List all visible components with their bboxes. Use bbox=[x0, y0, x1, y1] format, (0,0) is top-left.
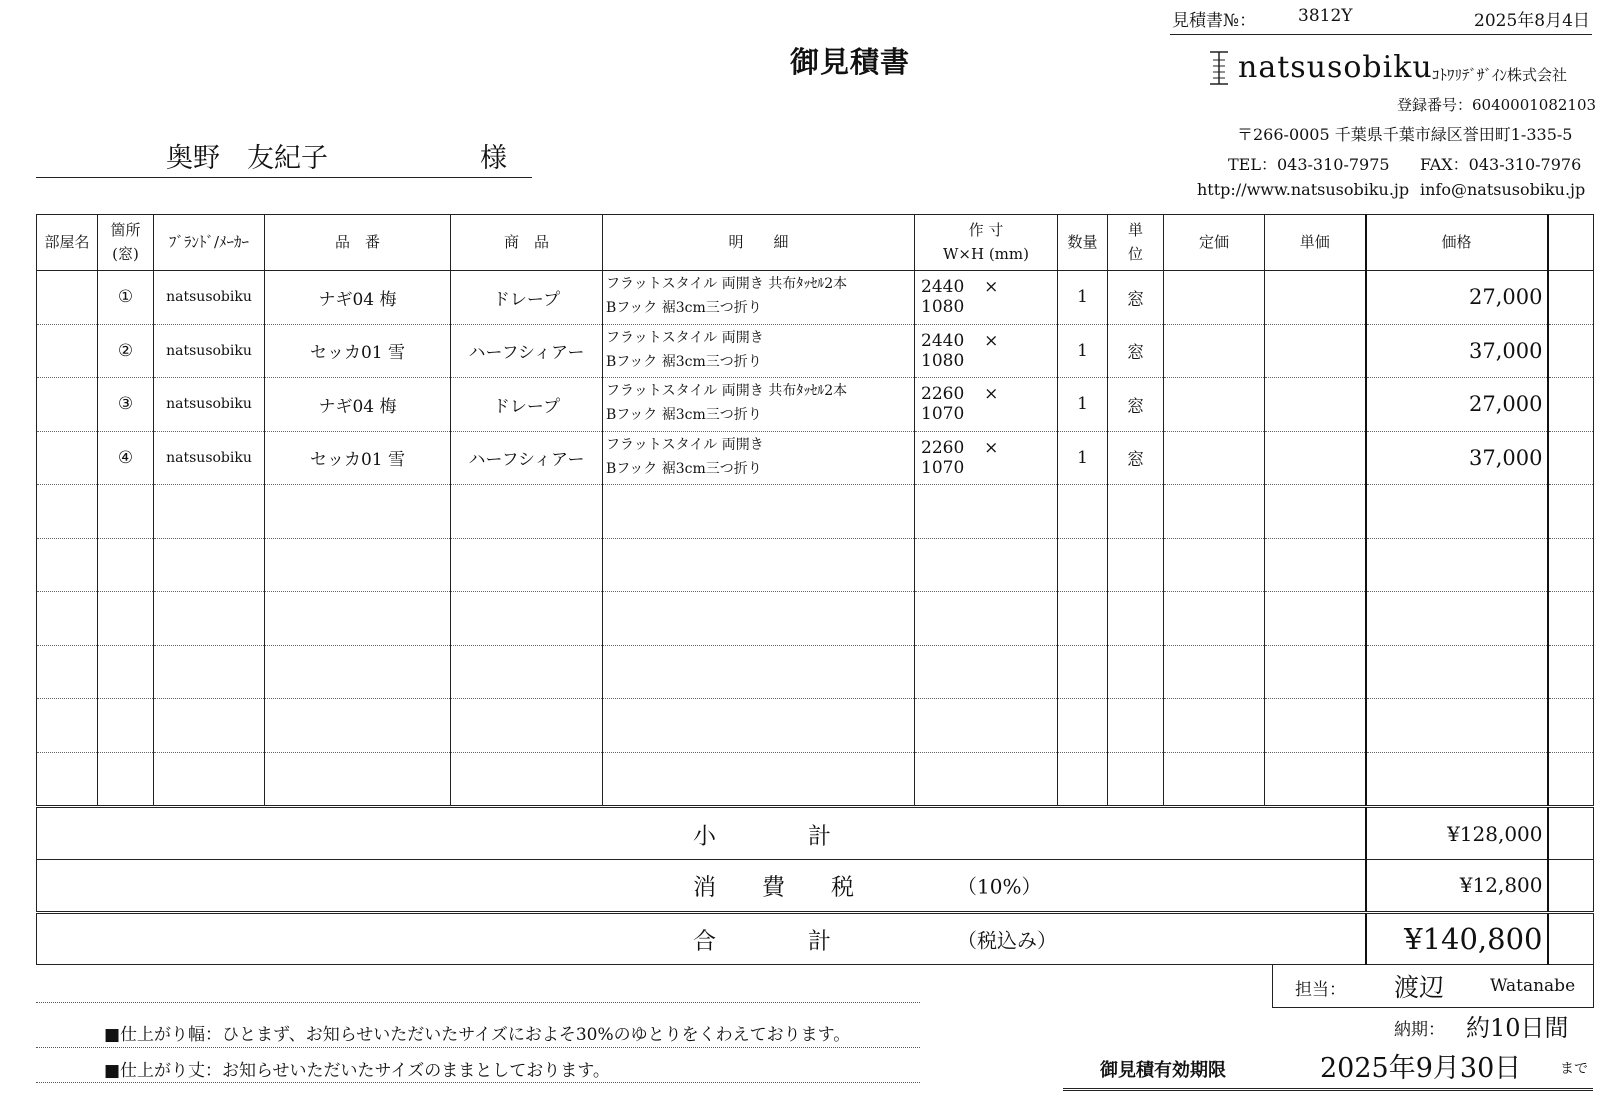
cell-product: ドレープ bbox=[451, 378, 603, 432]
total-row bbox=[37, 912, 1594, 964]
empty-cell bbox=[1058, 645, 1108, 699]
empty-cell bbox=[1366, 538, 1548, 592]
empty-cell bbox=[1164, 592, 1265, 646]
cell-detail bbox=[603, 271, 915, 325]
cell-room bbox=[37, 378, 98, 432]
note-divider bbox=[36, 1082, 920, 1083]
cell-detail-line1: フラットスタイル 両開き bbox=[606, 329, 764, 346]
cell-product-no: セッカ01 雪 bbox=[265, 324, 451, 378]
cell-unit: 窓 bbox=[1108, 324, 1164, 378]
col-header-list-price bbox=[1164, 215, 1265, 271]
col-header-detail-label: 明 細 bbox=[728, 232, 789, 251]
note-finish-length: ■仕上がり丈：お知らせいただいたサイズのままとしております。 bbox=[104, 1061, 610, 1081]
empty-cell bbox=[1366, 699, 1548, 753]
col-header-location-sub: (窓) bbox=[112, 244, 139, 263]
customer-name: 奥野 友紀子 bbox=[166, 143, 328, 174]
company-address: 〒266-0005 千葉県千葉市緑区誉田町1-335-5 bbox=[1237, 125, 1573, 144]
empty-cell bbox=[1164, 699, 1265, 753]
empty-cell bbox=[1108, 485, 1164, 539]
empty-cell bbox=[451, 485, 603, 539]
company-url[interactable]: http://www.natsusobiku.jp bbox=[1197, 180, 1410, 199]
cell-location: ① bbox=[98, 271, 154, 325]
quote-number-label: 見積書№： bbox=[1172, 11, 1257, 31]
cell-detail bbox=[603, 378, 915, 432]
validity-label: 御見積有効期限 bbox=[1100, 1060, 1226, 1081]
note-finish-width: ■仕上がり幅：ひとまず、お知らせいただいたサイズにおよそ30%のゆとりをくわえております。 bbox=[104, 1025, 851, 1045]
empty-cell bbox=[154, 645, 265, 699]
customer-underline bbox=[36, 177, 532, 178]
table-row bbox=[37, 431, 1594, 485]
company-fax: FAX：043-310-7976 bbox=[1420, 155, 1582, 174]
note-divider bbox=[36, 1047, 920, 1048]
staff-name-jp: 渡辺 bbox=[1394, 973, 1445, 1002]
cell-detail bbox=[603, 431, 915, 485]
cell-price: 27,000 bbox=[1366, 271, 1548, 325]
subtotal-value: ¥128,000 bbox=[1366, 808, 1548, 860]
empty-cell bbox=[37, 752, 98, 806]
empty-cell bbox=[1548, 699, 1594, 753]
empty-cell bbox=[1164, 485, 1265, 539]
company-logo-icon bbox=[1208, 50, 1230, 86]
total-label: 合 計 bbox=[693, 928, 831, 955]
empty-cell bbox=[1265, 699, 1366, 753]
company-name-en: natsusobiku bbox=[1238, 50, 1433, 85]
cell-unit-price bbox=[1265, 271, 1366, 325]
tax-label-cell bbox=[37, 860, 1366, 912]
empty-cell bbox=[1265, 645, 1366, 699]
cell-product: ハーフシィアー bbox=[451, 324, 603, 378]
cell-size-h: 1070 bbox=[921, 404, 965, 425]
tax-row bbox=[37, 860, 1594, 912]
cell-list-price bbox=[1164, 324, 1265, 378]
tax-extra bbox=[1548, 860, 1594, 912]
empty-cell bbox=[1265, 752, 1366, 806]
col-header-location-label: 箇所 bbox=[110, 221, 141, 240]
staff-name-en: Watanabe bbox=[1490, 976, 1576, 996]
cell-size-x: × bbox=[984, 330, 999, 351]
col-header-location bbox=[98, 215, 154, 271]
delivery-label: 納期： bbox=[1394, 1020, 1445, 1040]
empty-cell bbox=[37, 592, 98, 646]
validity-date: 2025年9月30日 bbox=[1320, 1053, 1522, 1084]
col-header-price-label: 価格 bbox=[1441, 232, 1472, 251]
cell-product: ハーフシィアー bbox=[451, 431, 603, 485]
empty-cell bbox=[603, 538, 915, 592]
cell-extra bbox=[1548, 271, 1594, 325]
empty-cell bbox=[98, 752, 154, 806]
quote-number: 3812Y bbox=[1298, 6, 1353, 26]
cell-location: ② bbox=[98, 324, 154, 378]
empty-cell bbox=[154, 485, 265, 539]
cell-detail-line1: フラットスタイル 両開き 共布ﾀｯｾﾙ2本 bbox=[606, 383, 848, 400]
cell-location: ④ bbox=[98, 431, 154, 485]
cell-product-no: ナギ04 梅 bbox=[265, 271, 451, 325]
empty-cell bbox=[603, 485, 915, 539]
table-row-empty bbox=[37, 645, 1594, 699]
cell-size bbox=[915, 431, 1058, 485]
cell-size-x: × bbox=[984, 437, 999, 458]
empty-cell bbox=[265, 485, 451, 539]
empty-cell bbox=[1164, 752, 1265, 806]
cell-detail-line1: フラットスタイル 両開き 共布ﾀｯｾﾙ2本 bbox=[606, 276, 848, 293]
col-header-size bbox=[915, 215, 1058, 271]
company-name-jp: ｺﾄﾜﾘﾃﾞｻﾞｲﾝ株式会社 bbox=[1432, 66, 1568, 84]
line-items-table bbox=[36, 214, 1594, 806]
empty-cell bbox=[1265, 485, 1366, 539]
validity-suffix: まで bbox=[1560, 1061, 1588, 1077]
col-header-unit-price-label: 単価 bbox=[1299, 232, 1330, 251]
empty-cell bbox=[1058, 538, 1108, 592]
cell-qty: 1 bbox=[1058, 324, 1108, 378]
col-header-price bbox=[1366, 215, 1548, 271]
cell-price: 37,000 bbox=[1366, 324, 1548, 378]
empty-cell bbox=[154, 699, 265, 753]
empty-cell bbox=[1265, 592, 1366, 646]
empty-cell bbox=[915, 592, 1058, 646]
col-header-product bbox=[451, 215, 603, 271]
empty-cell bbox=[1058, 699, 1108, 753]
cell-size-w: 2440 bbox=[921, 330, 965, 351]
empty-cell bbox=[915, 752, 1058, 806]
registration-number: 登録番号：6040001082103 bbox=[1397, 96, 1597, 114]
cell-extra bbox=[1548, 378, 1594, 432]
empty-cell bbox=[1548, 592, 1594, 646]
col-header-brand-label: ﾌﾞﾗﾝﾄﾞ/ﾒｰｶｰ bbox=[168, 232, 250, 251]
cell-location: ③ bbox=[98, 378, 154, 432]
cell-price: 37,000 bbox=[1366, 431, 1548, 485]
cell-qty: 1 bbox=[1058, 431, 1108, 485]
quote-date: 2025年8月4日 bbox=[1474, 11, 1590, 31]
cell-brand: natsusobiku bbox=[154, 431, 265, 485]
company-tel: TEL：043-310-7975 bbox=[1228, 155, 1390, 174]
empty-cell bbox=[1058, 592, 1108, 646]
cell-size-w: 2440 bbox=[921, 277, 965, 298]
cell-size bbox=[915, 378, 1058, 432]
empty-cell bbox=[1265, 538, 1366, 592]
col-header-product-no-label: 品 番 bbox=[334, 232, 380, 251]
cell-brand: natsusobiku bbox=[154, 378, 265, 432]
empty-cell bbox=[451, 538, 603, 592]
cell-list-price bbox=[1164, 378, 1265, 432]
col-header-qty-label: 数量 bbox=[1067, 232, 1098, 251]
totals-table bbox=[36, 807, 1594, 965]
empty-cell bbox=[603, 645, 915, 699]
col-header-room bbox=[37, 215, 98, 271]
table-row-empty bbox=[37, 485, 1594, 539]
empty-cell bbox=[1164, 538, 1265, 592]
empty-cell bbox=[98, 645, 154, 699]
col-header-unit bbox=[1108, 215, 1164, 271]
cell-detail-line2: Bフック 裾3cm三つ折り bbox=[606, 353, 762, 370]
staff-label: 担当： bbox=[1295, 980, 1346, 1000]
empty-cell bbox=[1108, 538, 1164, 592]
col-header-unit-label: 単 bbox=[1127, 221, 1143, 240]
empty-cell bbox=[265, 592, 451, 646]
col-header-size-sub: W×H (mm) bbox=[943, 244, 1029, 263]
table-row-empty bbox=[37, 752, 1594, 806]
subtotal-row bbox=[37, 808, 1594, 860]
empty-cell bbox=[1366, 592, 1548, 646]
table-row bbox=[37, 271, 1594, 325]
empty-cell bbox=[37, 699, 98, 753]
cell-room bbox=[37, 324, 98, 378]
empty-cell bbox=[603, 699, 915, 753]
empty-cell bbox=[265, 699, 451, 753]
cell-size-x: × bbox=[984, 384, 999, 405]
table-row-empty bbox=[37, 538, 1594, 592]
cell-brand: natsusobiku bbox=[154, 324, 265, 378]
cell-list-price bbox=[1164, 271, 1265, 325]
cell-detail bbox=[603, 324, 915, 378]
cell-price: 27,000 bbox=[1366, 378, 1548, 432]
empty-cell bbox=[1058, 752, 1108, 806]
cell-product-no: セッカ01 雪 bbox=[265, 431, 451, 485]
cell-detail-line2: Bフック 裾3cm三つ折り bbox=[606, 407, 762, 424]
empty-cell bbox=[98, 485, 154, 539]
empty-cell bbox=[1548, 752, 1594, 806]
empty-cell bbox=[37, 538, 98, 592]
cell-size-h: 1070 bbox=[921, 457, 965, 478]
empty-cell bbox=[98, 538, 154, 592]
empty-cell bbox=[1108, 752, 1164, 806]
total-note: （税込み） bbox=[957, 928, 1057, 953]
table-row-empty bbox=[37, 699, 1594, 753]
cell-size-h: 1080 bbox=[921, 350, 965, 371]
note-divider bbox=[36, 1002, 920, 1003]
cell-room bbox=[37, 431, 98, 485]
empty-cell bbox=[451, 699, 603, 753]
empty-cell bbox=[1548, 538, 1594, 592]
empty-cell bbox=[154, 752, 265, 806]
empty-cell bbox=[1164, 645, 1265, 699]
empty-cell bbox=[1366, 645, 1548, 699]
col-header-qty bbox=[1058, 215, 1108, 271]
empty-cell bbox=[915, 485, 1058, 539]
cell-unit-price bbox=[1265, 324, 1366, 378]
cell-product-no: ナギ04 梅 bbox=[265, 378, 451, 432]
empty-cell bbox=[451, 645, 603, 699]
col-header-extra bbox=[1548, 215, 1594, 271]
cell-unit-price bbox=[1265, 431, 1366, 485]
table-row-empty bbox=[37, 592, 1594, 646]
col-header-size-label: 作 寸 bbox=[968, 221, 1004, 240]
cell-product: ドレープ bbox=[451, 271, 603, 325]
empty-cell bbox=[1548, 645, 1594, 699]
empty-cell bbox=[1108, 645, 1164, 699]
table-header-row bbox=[37, 215, 1594, 271]
document-title: 御見積書 bbox=[790, 45, 911, 79]
col-header-list-price-label: 定価 bbox=[1198, 232, 1229, 251]
cell-extra bbox=[1548, 324, 1594, 378]
cell-room bbox=[37, 271, 98, 325]
col-header-room-label: 部屋名 bbox=[44, 232, 90, 251]
empty-cell bbox=[1108, 592, 1164, 646]
empty-cell bbox=[603, 592, 915, 646]
cell-unit: 窓 bbox=[1108, 431, 1164, 485]
empty-cell bbox=[98, 592, 154, 646]
col-header-product-no bbox=[265, 215, 451, 271]
cell-list-price bbox=[1164, 431, 1265, 485]
empty-cell bbox=[1366, 485, 1548, 539]
cell-brand: natsusobiku bbox=[154, 271, 265, 325]
tax-label: 消 費 税 bbox=[693, 874, 854, 901]
empty-cell bbox=[603, 752, 915, 806]
empty-cell bbox=[265, 645, 451, 699]
company-email[interactable]: info@natsusobiku.jp bbox=[1420, 180, 1586, 199]
empty-cell bbox=[98, 699, 154, 753]
cell-unit: 窓 bbox=[1108, 271, 1164, 325]
empty-cell bbox=[451, 752, 603, 806]
cell-detail-line2: Bフック 裾3cm三つ折り bbox=[606, 300, 762, 317]
delivery-value: 約10日間 bbox=[1466, 1014, 1569, 1042]
cell-size bbox=[915, 324, 1058, 378]
customer-honorific: 様 bbox=[480, 143, 507, 174]
cell-size bbox=[915, 271, 1058, 325]
total-value: ¥140,800 bbox=[1366, 912, 1548, 964]
validity-underline bbox=[1063, 1088, 1593, 1091]
cell-qty: 1 bbox=[1058, 271, 1108, 325]
col-header-brand bbox=[154, 215, 265, 271]
empty-cell bbox=[915, 699, 1058, 753]
empty-cell bbox=[37, 645, 98, 699]
empty-cell bbox=[1366, 752, 1548, 806]
col-header-unit-price bbox=[1265, 215, 1366, 271]
empty-cell bbox=[265, 538, 451, 592]
empty-cell bbox=[1548, 485, 1594, 539]
total-label-cell bbox=[37, 912, 1366, 964]
col-header-unit-sub: 位 bbox=[1127, 244, 1143, 263]
empty-cell bbox=[451, 592, 603, 646]
empty-cell bbox=[37, 485, 98, 539]
cell-detail-line1: フラットスタイル 両開き bbox=[606, 436, 764, 453]
subtotal-extra bbox=[1548, 808, 1594, 860]
cell-size-w: 2260 bbox=[921, 437, 965, 458]
subtotal-label-cell bbox=[37, 808, 1366, 860]
table-row bbox=[37, 378, 1594, 432]
cell-qty: 1 bbox=[1058, 378, 1108, 432]
cell-detail-line2: Bフック 裾3cm三つ折り bbox=[606, 460, 762, 477]
cell-extra bbox=[1548, 431, 1594, 485]
empty-cell bbox=[915, 645, 1058, 699]
cell-unit-price bbox=[1265, 378, 1366, 432]
cell-size-h: 1080 bbox=[921, 297, 965, 318]
cell-size-w: 2260 bbox=[921, 384, 965, 405]
cell-size-x: × bbox=[984, 277, 999, 298]
empty-cell bbox=[154, 538, 265, 592]
cell-unit: 窓 bbox=[1108, 378, 1164, 432]
col-header-product-label: 商 品 bbox=[503, 232, 549, 251]
subtotal-label: 小 計 bbox=[693, 823, 831, 850]
empty-cell bbox=[915, 538, 1058, 592]
empty-cell bbox=[1058, 485, 1108, 539]
empty-cell bbox=[265, 752, 451, 806]
empty-cell bbox=[1108, 699, 1164, 753]
table-row bbox=[37, 324, 1594, 378]
empty-cell bbox=[154, 592, 265, 646]
tax-rate: （10%） bbox=[957, 874, 1042, 899]
tax-value: ¥12,800 bbox=[1366, 860, 1548, 912]
col-header-detail bbox=[603, 215, 915, 271]
total-extra bbox=[1548, 912, 1594, 964]
